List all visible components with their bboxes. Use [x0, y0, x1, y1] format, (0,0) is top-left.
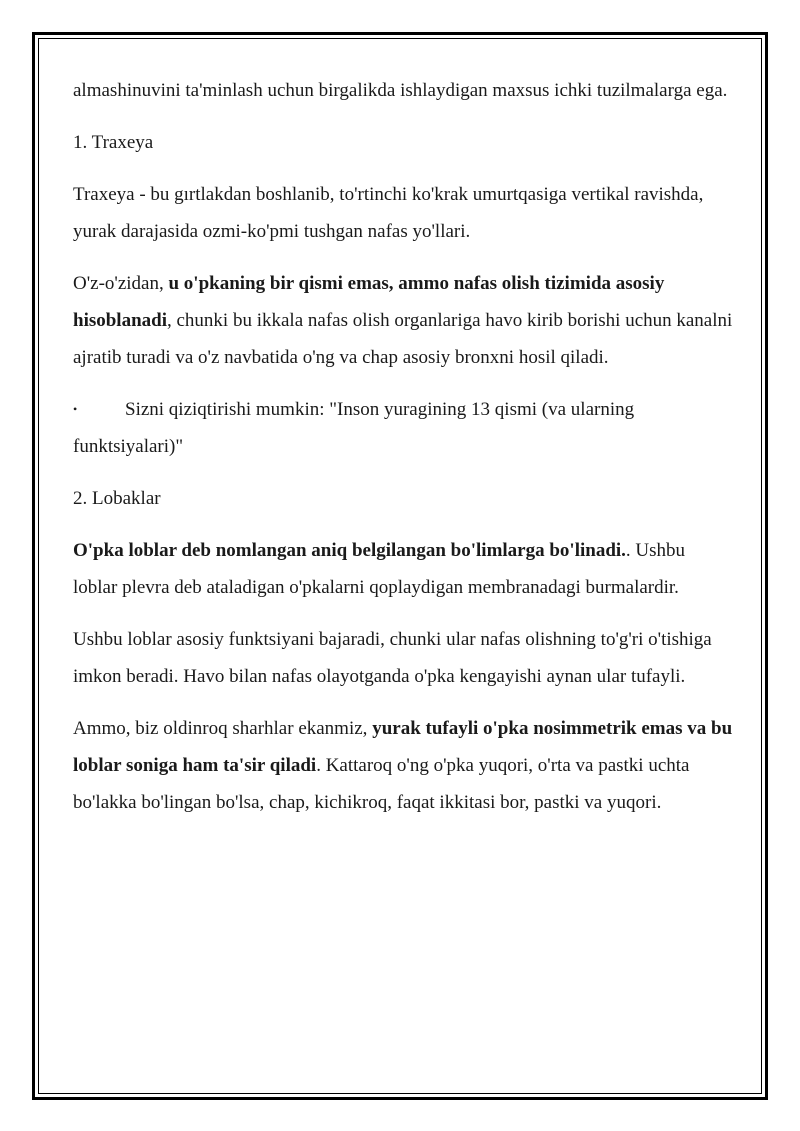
text-run: , chunki bu ikkala nafas olish organlariga havo kirib borishi uchun kanalni ajratib turadi va o'z navbatida o'ng va chap asosiy bronxni hosil qiladi. — [73, 310, 733, 368]
heading-traxeya: 1. Traxeya — [73, 132, 154, 153]
text-run: O'z-o'zidan, — [73, 273, 169, 294]
text-run: Ammo, biz oldinroq sharhlar ekanmiz, — [73, 718, 373, 739]
text-run: . Ushbu loblar plevra deb ataladigan o'pkalarni qoplaydigan membranadagi burmalardir. — [73, 540, 686, 598]
paragraph-traxeya-role — [73, 265, 733, 376]
text-run: . Kattaroq o'ng o'pka yuqori, o'rta va pastki uchta bo'lakka bo'lingan bo'lsa, chap, kichikroq, faqat ikkitasi bor, pastki va yuqori. — [73, 755, 690, 813]
bullet-icon: • — [73, 402, 78, 416]
paragraph-intro: almashinuvini ta'minlash uchun birgalikda ishlaydigan maxsus ichki tuzilmalarga ega. — [73, 80, 728, 101]
paragraph-asymmetry — [73, 710, 733, 821]
paragraph-loblar-function: Ushbu loblar asosiy funktsiyani bajaradi, chunki ular nafas olishning to'g'ri o'tishiga imkon beradi. Havo bilan nafas olayotganda o'pka kengayishi aynan ular tufayli. — [73, 629, 712, 687]
bullet-text: Sizni qiziqtirishi mumkin: "Inson yuragining 13 qismi (va ularning funktsiyalari)" — [73, 399, 635, 457]
bullet-item — [73, 391, 733, 465]
paragraph-traxeya: Traxeya - bu gırtlakdan boshlanib, to'rtinchi ko'krak umurtqasiga vertikal ravishda, yurak darajasida ozmi-ko'pmi tushgan nafas yo'llari. — [73, 184, 704, 242]
bold-run: O'pka loblar deb nomlangan aniq belgilangan bo'limlarga bo'linadi. — [73, 540, 626, 561]
document-body — [73, 72, 733, 836]
bold-run: yurak tufayli o'pka nosimmetrik emas va bu loblar soniga ham ta'sir qiladi — [73, 718, 733, 776]
paragraph-loblar — [73, 532, 733, 606]
heading-lobaklar: 2. Lobaklar — [73, 488, 161, 509]
bold-run: u o'pkaning bir qismi emas, ammo nafas olish tizimida asosiy hisoblanadi — [73, 273, 665, 331]
